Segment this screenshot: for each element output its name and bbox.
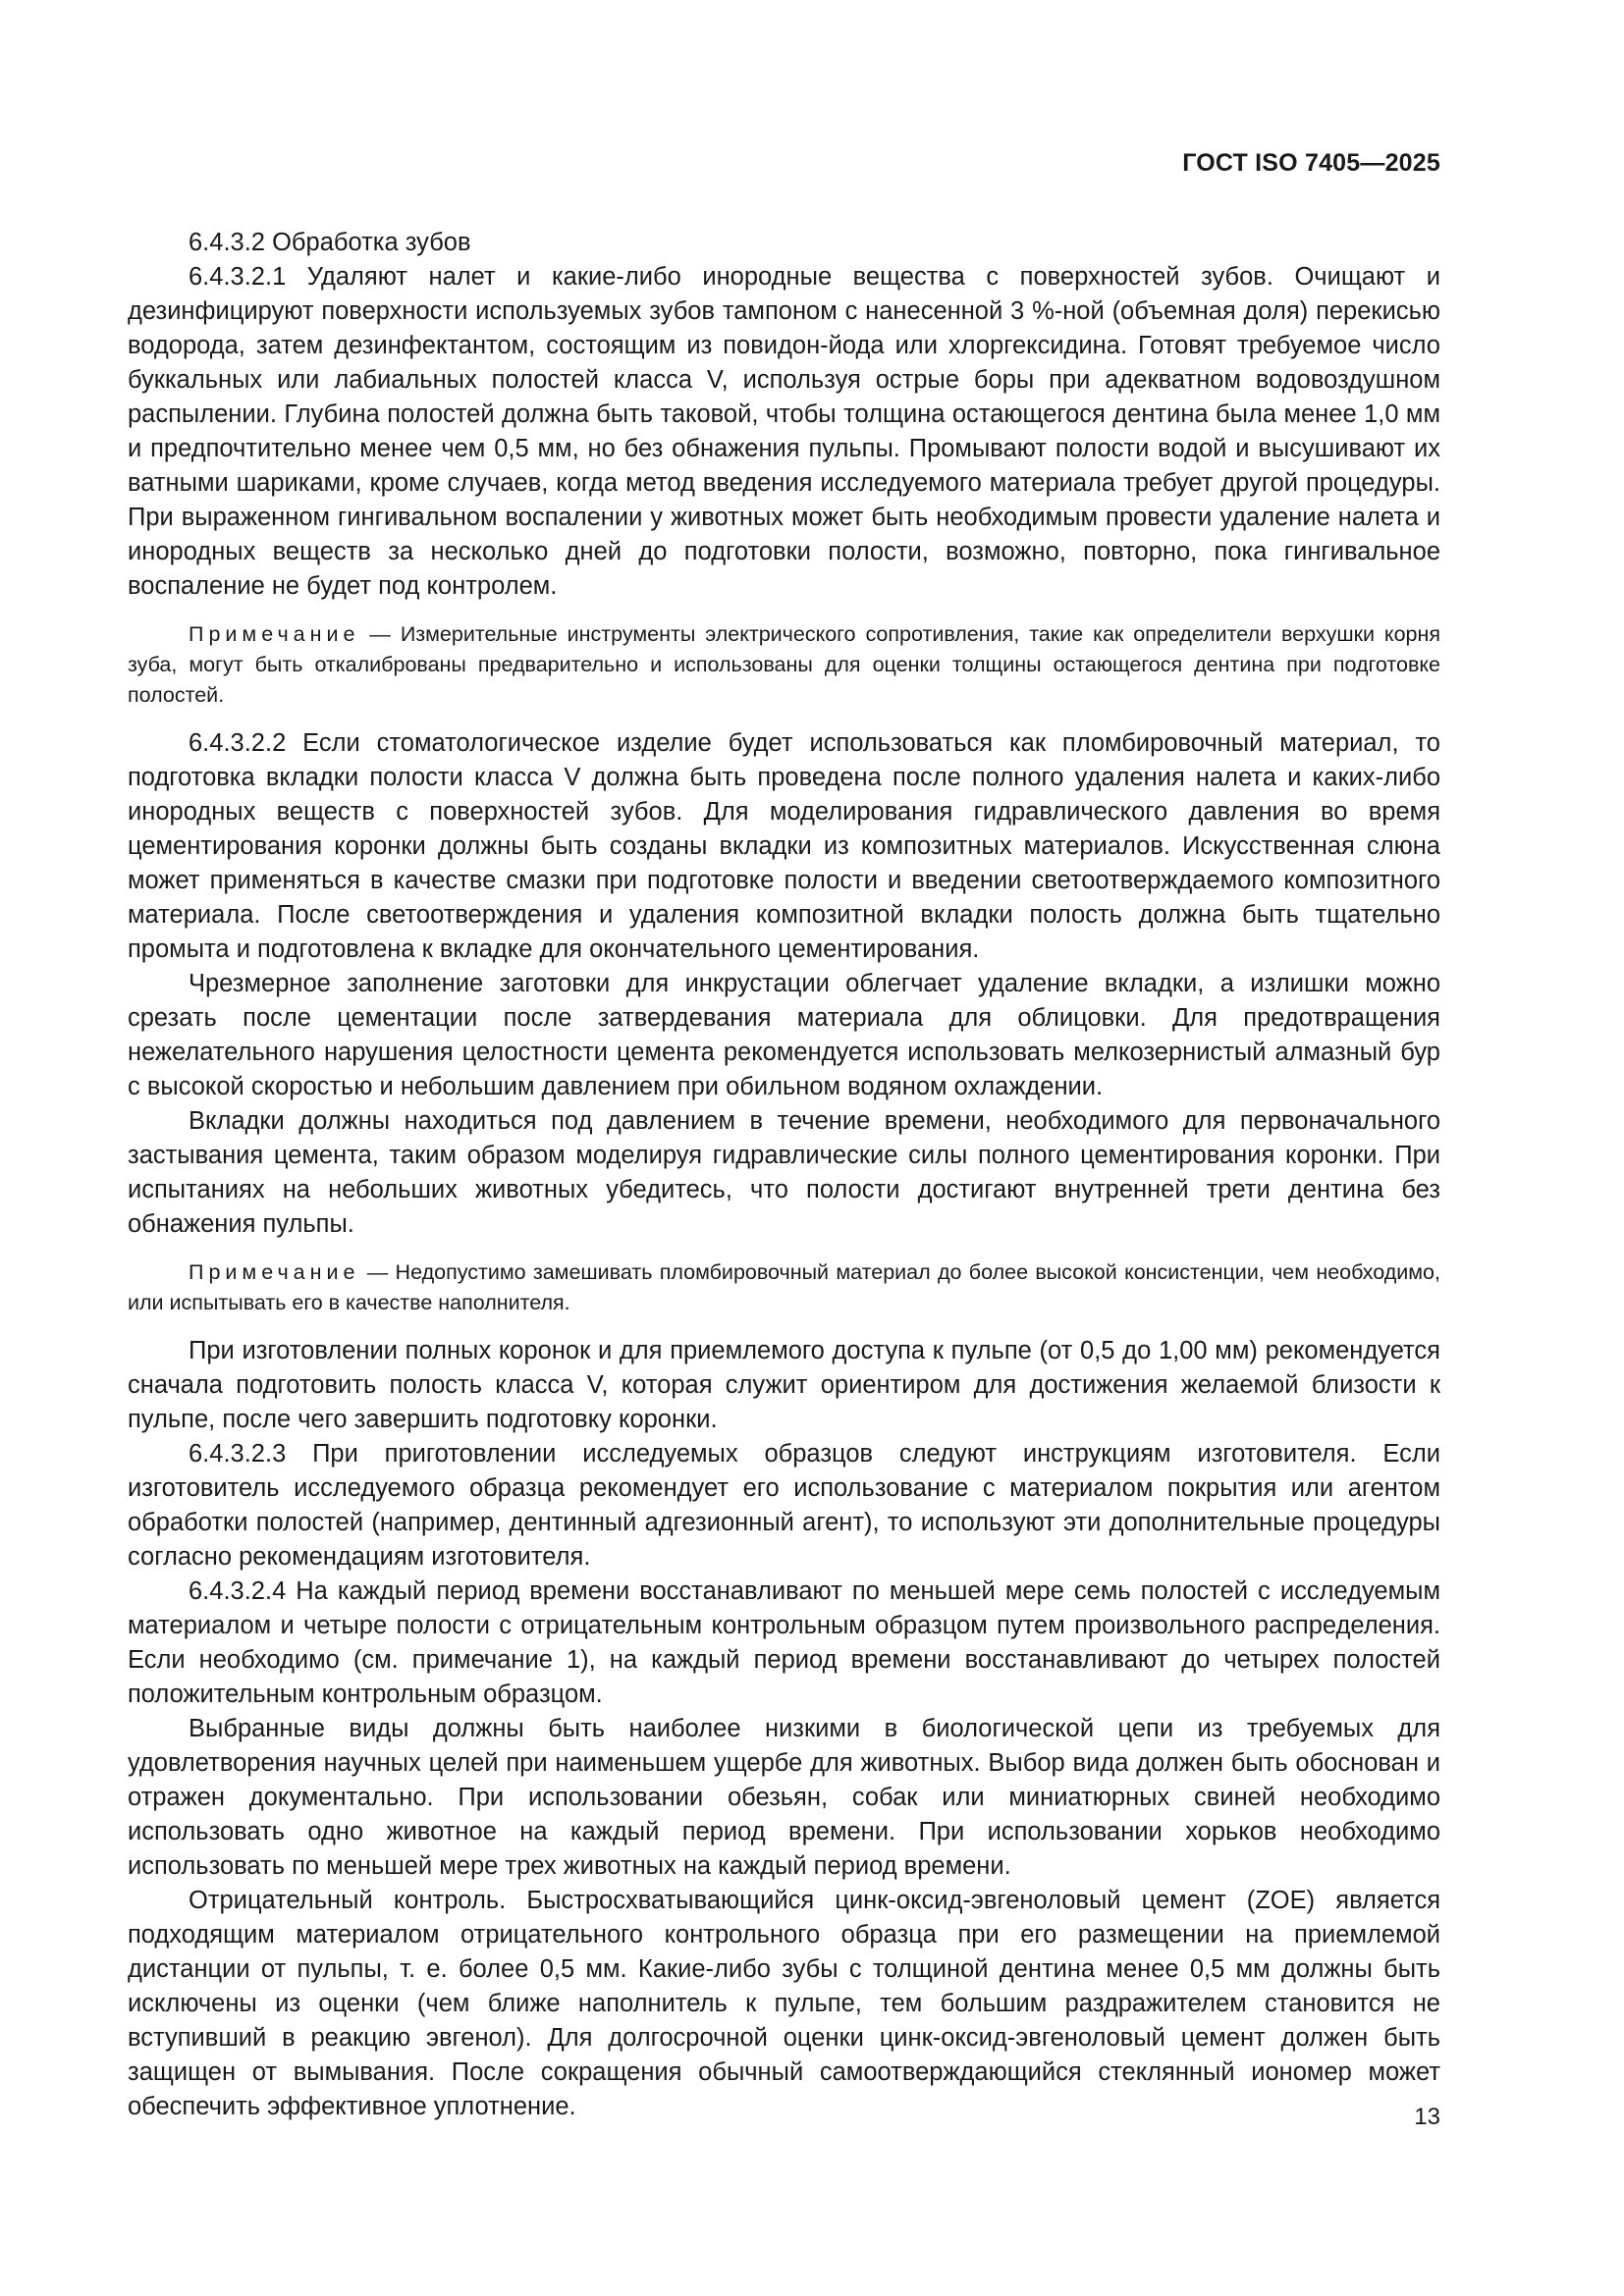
note-1-text: — Измерительные инструменты электрического сопротивления, такие как определители верхушки корня зуба, могут быть откалиброваны предварительно и использованы для оценки толщины остающегося дентина при подготовке полостей.: [128, 622, 1440, 707]
paragraph-6-4-3-2-2: 6.4.3.2.2 Если стоматологическое изделие будет использоваться как пломбировочный материал, то подготовка вкладки полости класса V должна быть проведена после полного удаления налета и каких-либо инородных веществ с поверхностей зубов. Для моделирования гидравлического давления во время цементирования коронки должны быть созданы вкладки из композитных материалов. Искусственная слюна может применяться в качестве смазки при подготовке полости и введении светоотверждаемого композитного материала. После светоотверждения и удаления композитной вкладки полость должна быть тщательно промыта и подготовлена к вкладке для окончательного цементирования.: [128, 729, 1440, 963]
document-body: [128, 226, 1440, 2124]
note-1: [128, 619, 1440, 711]
note-2-label: Примечание: [189, 1260, 360, 1284]
note-1-label: Примечание: [189, 622, 360, 646]
paragraph-full-crowns: При изготовлении полных коронок и для приемлемого доступа к пульпе (от 0,5 до 1,00 мм) рекомендуется сначала подготовить полость класса V, которая служит ориентиром для достижения желаемой близости к пульпе, после чего завершить подготовку коронки.: [128, 1337, 1440, 1433]
paragraph-6-4-3-2-3: 6.4.3.2.3 При приготовлении исследуемых образцов следуют инструкциям изготовителя. Если изготовитель исследуемого образца рекомендует его использование с материалом покрытия или агентом обработки полостей (например, дентинный адгезионный агент), то используют эти дополнительные процедуры согласно рекомендациям изготовителя.: [128, 1440, 1440, 1571]
paragraph-6-4-3-2-4: 6.4.3.2.4 На каждый период времени восстанавливают по меньшей мере семь полостей с исследуемым материалом и четыре полости с отрицательным контрольным образцом путем произвольного распределения. Если необходимо (см. примечание 1), на каждый период времени восстанавливают до четырех полостей положительным контрольным образцом.: [128, 1577, 1440, 1708]
paragraph-species: Выбранные виды должны быть наиболее низкими в биологической цепи из требуемых для удовлетворения научных целей при наименьшем ущербе для животных. Выбор вида должен быть обоснован и отражен документально. При использовании обезьян, собак или миниатюрных свиней необходимо использовать одно животное на каждый период времени. При использовании хорьков необходимо использовать по меньшей мере трех животных на каждый период времени.: [128, 1715, 1440, 1880]
paragraph-6-4-3-2-1: 6.4.3.2.1 Удаляют налет и какие-либо инородные вещества с поверхностей зубов. Очищают и дезинфицируют поверхности используемых зубов тампоном с нанесенной 3 %-ной (объемная доля) перекисью водорода, затем дезинфектантом, состоящим из повидон-йода или хлоргексидина. Готовят требуемое число буккальных или лабиальных полостей класса V, используя острые боры при адекватном водовоздушном распылении. Глубина полостей должна быть таковой, чтобы толщина остающегося дентина была менее 1,0 мм и предпочтительно менее чем 0,5 мм, но без обнажения пульпы. Промывают полости водой и высушивают их ватными шариками, кроме случаев, когда метод введения исследуемого материала требует другой процедуры. При выраженном гингивальном воспалении у животных может быть необходимым провести удаление налета и инородных веществ за несколько дней до подготовки полости, возможно, повторно, пока гингивальное воспаление не будет под контролем.: [128, 263, 1440, 600]
standard-designation: ГОСТ ISO 7405—2025: [1182, 149, 1440, 177]
paragraph-inlays-pressure: Вкладки должны находиться под давлением в течение времени, необходимого для первоначального застывания цемента, таким образом моделируя гидравлические силы полного цементирования коронки. При испытаниях на небольших животных убедитесь, что полости достигают внутренней трети дентина без обнажения пульпы.: [128, 1107, 1440, 1238]
paragraph-overfill: Чрезмерное заполнение заготовки для инкрустации облегчает удаление вкладки, а излишки можно срезать после цементации после затвердевания материала для облицовки. Для предотвращения нежелательного нарушения целостности цемента рекомендуется использовать мелкозернистый алмазный бур с высокой скоростью и небольшим давлением при обильном водяном охлаждении.: [128, 970, 1440, 1100]
page-number: 13: [1414, 2104, 1440, 2130]
note-2-text: — Недопустимо замешивать пломбировочный материал до более высокой консистенции, чем необходимо, или испытывать его в качестве наполнителя.: [128, 1260, 1440, 1314]
paragraph-negative-control: Отрицательный контроль. Быстросхватывающийся цинк-оксид-эвгеноловый цемент (ZOE) является подходящим материалом отрицательного контрольного образца при его размещении на приемлемой дистанции от пульпы, т. е. более 0,5 мм. Какие-либо зубы с толщиной дентина менее 0,5 мм должны быть исключены из оценки (чем ближе наполнитель к пульпе, тем большим раздражителем становится не вступивший в реакцию эвгенол). Для долгосрочной оценки цинк-оксид-эвгеноловый цемент должен быть защищен от вымывания. После сокращения обычный самоотверждающийся стеклянный иономер может обеспечить эффективное уплотнение.: [128, 1887, 1440, 2120]
section-heading: 6.4.3.2 Обработка зубов: [189, 229, 471, 256]
note-2: [128, 1257, 1440, 1318]
